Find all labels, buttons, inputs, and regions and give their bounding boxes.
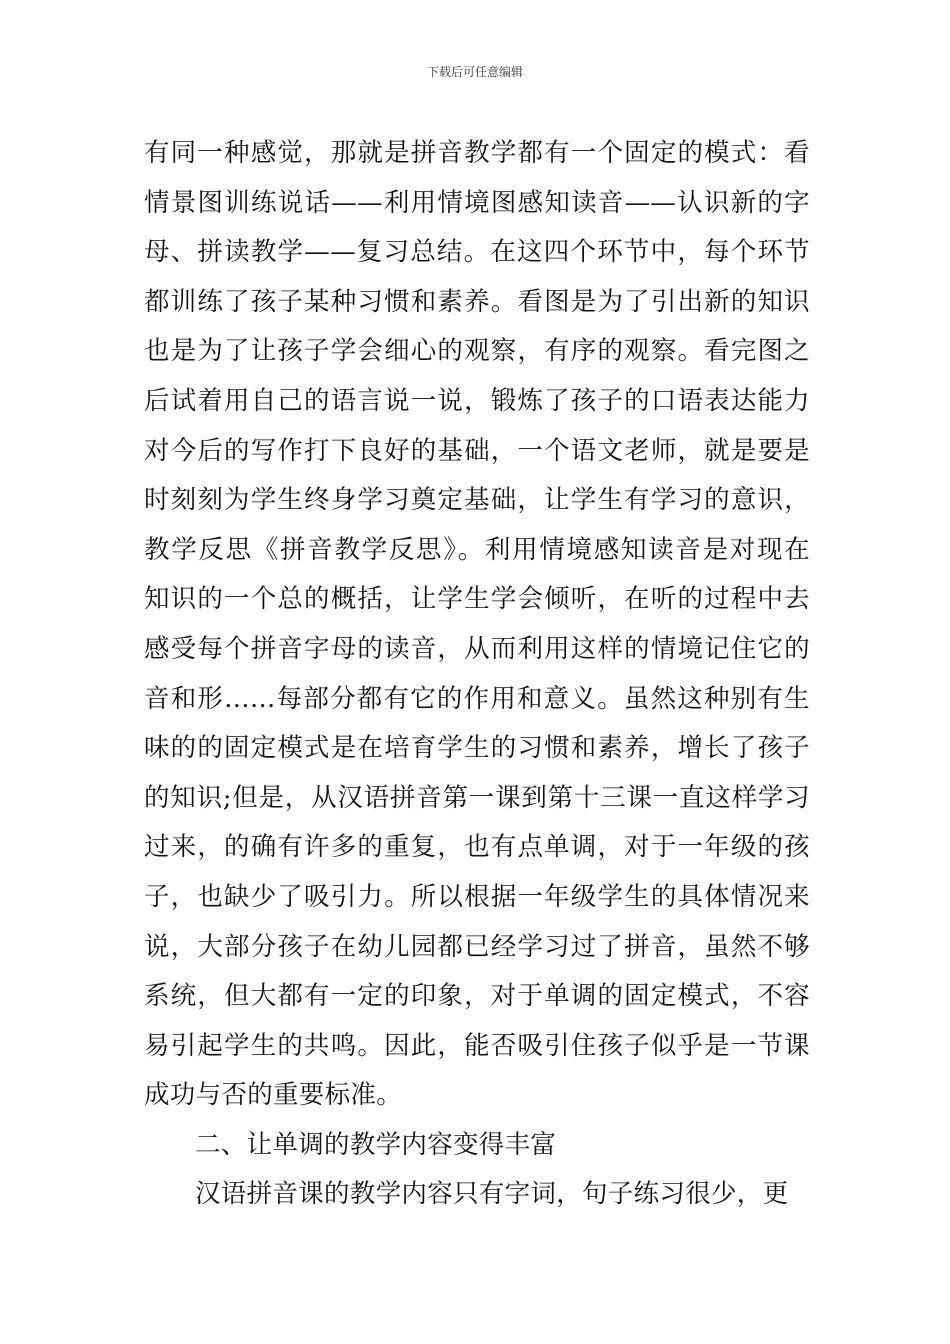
text-line: 母、拼读教学——复习总结。在这四个环节中，每个环节: [144, 237, 810, 268]
text-line: 子，也缺少了吸引力。所以根据一年级学生的具体情况来: [144, 881, 810, 912]
text-line: 知识的一个总的概括，让学生学会倾听，在听的过程中去: [144, 584, 810, 615]
text-line: 都训练了孩子某种习惯和素养。看图是为了引出新的知识: [144, 286, 810, 317]
document-body: [144, 129, 810, 1220]
text-line: 教学反思《拼音教学反思》。利用情境感知读音是对现在: [144, 534, 810, 565]
text-line: 时刻刻为学生终身学习奠定基础，让学生有学习的意识，: [144, 485, 810, 516]
text-line: 感受每个拼音字母的读音，从而利用这样的情境记住它的: [144, 633, 810, 664]
text-line: 说，大部分孩子在幼儿园都已经学习过了拼音，虽然不够: [144, 931, 810, 962]
text-line: 成功与否的重要标准。: [144, 1080, 403, 1111]
page-header-note: 下载后可任意编辑: [426, 65, 523, 79]
text-line: 易引起学生的共鸣。因此，能否吸引住孩子似乎是一节课: [144, 1030, 810, 1061]
section-heading: 二、让单调的教学内容变得丰富: [195, 1129, 557, 1160]
text-line: 有同一种感觉，那就是拼音教学都有一个固定的模式：看: [144, 138, 810, 168]
text-line: 对今后的写作打下良好的基础，一个语文老师，就是要是: [144, 435, 810, 466]
text-line: 的知识;但是，从汉语拼音第一课到第十三课一直这样学习: [144, 782, 810, 813]
text-line: 系统，但大都有一定的印象，对于单调的固定模式，不容: [144, 981, 810, 1012]
text-line: 情景图训练说话——利用情境图感知读音——认识新的字: [144, 187, 810, 218]
text-line: 也是为了让孩子学会细心的观察，有序的观察。看完图之: [144, 336, 810, 367]
text-line: 过来，的确有许多的重复，也有点单调，对于一年级的孩: [144, 832, 810, 863]
text-line: 后试着用自己的语言说一说，锻炼了孩子的口语表达能力: [144, 385, 810, 416]
text-line: 音和形……每部分都有它的作用和意义。虽然这种别有生: [144, 683, 810, 714]
text-line: 汉语拼音课的教学内容只有字词，句子练习很少，更: [195, 1179, 789, 1210]
text-line: 味的的固定模式是在培育学生的习惯和素养，增长了孩子: [144, 733, 810, 764]
